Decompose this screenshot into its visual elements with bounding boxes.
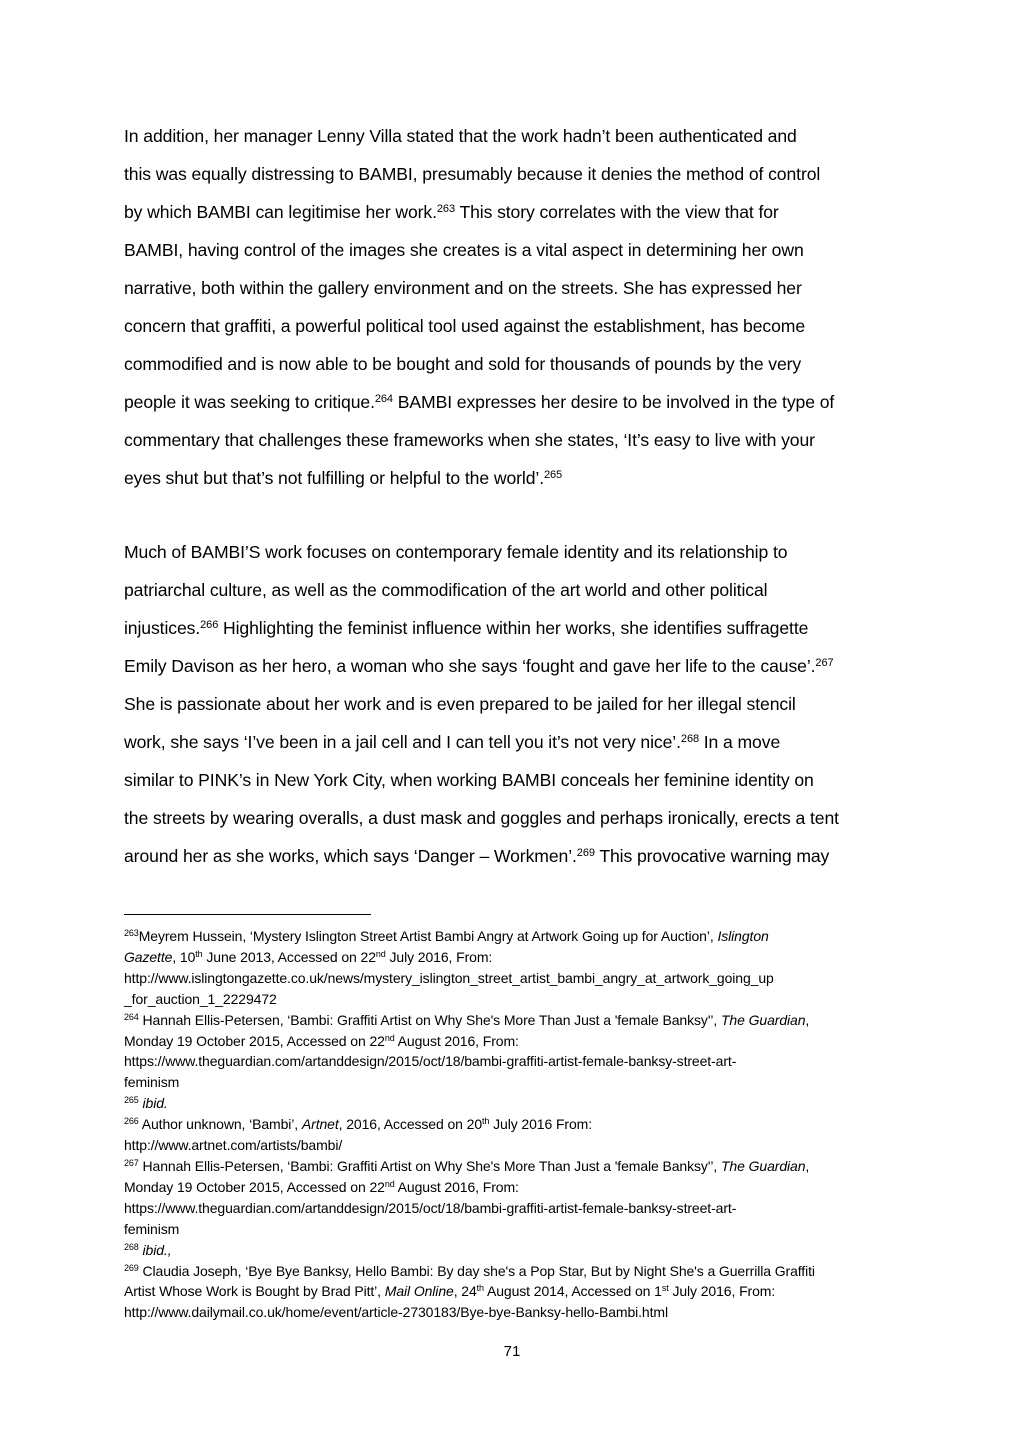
line-text: She is passionate about her work and is even prepared to be jailed for her illegal stencil (124, 694, 796, 714)
text-line (124, 799, 908, 837)
footnote-text: August 2016, From: (394, 1178, 519, 1195)
footnote-text: June 2013, Accessed on 22 (202, 948, 376, 965)
footnote-italic-text: The Guardian (720, 1157, 806, 1174)
footnote-italic-text: Artnet (301, 1116, 339, 1133)
footnote-line (124, 1010, 914, 1031)
footnote-line (124, 1093, 914, 1114)
line-text: work, she says ‘I’ve been in a jail cell and I can tell you it’s not very nice’. (124, 732, 681, 752)
text-line (124, 459, 908, 497)
footnote-text: Monday 19 October 2015, Accessed on 22 (124, 1032, 385, 1049)
line-text: around her as she works, which says ‘Danger – Workmen’. (124, 846, 577, 866)
footnote-line (124, 1031, 914, 1052)
footnote-line (124, 968, 914, 989)
footnote-text: , (805, 1011, 810, 1028)
footnote-superscript: 268 (124, 1241, 139, 1252)
footnote-line (124, 1051, 914, 1072)
text-line (124, 571, 908, 609)
footnote-text: https://www.theguardian.com/artanddesign/2015/oct/18/bambi-graffiti-artist-female-banksy-street-art- (124, 1199, 737, 1216)
footnote-italic-text: ibid., (142, 1241, 172, 1258)
footnote-text: https://www.theguardian.com/artanddesign/2015/oct/18/bambi-graffiti-artist-female-banksy-street-art- (124, 1053, 737, 1070)
footnote-superscript: 266 (124, 1116, 139, 1127)
footnote-superscript: 265 (124, 1095, 139, 1106)
footnote-text: feminism (124, 1074, 180, 1091)
footnote-superscript: 267 (124, 1157, 139, 1168)
footnote-text: Artist Whose Work is Bought by Brad Pitt’, (124, 1283, 385, 1300)
footnote-italic-text: The Guardian (720, 1011, 806, 1028)
line-text: eyes shut but that’s not fulfilling or helpful to the world’. (124, 468, 544, 488)
footnote-reference: 264 (374, 393, 393, 405)
line-text: injustices. (124, 618, 201, 638)
footnote-text: July 2016, From: (668, 1283, 776, 1300)
line-text: Emily Davison as her hero, a woman who she says ‘fought and gave her life to the cause’. (124, 656, 816, 676)
footnote-text: Hannah Ellis-Petersen, ‘Bambi: Graffiti Artist on Why She's More Than Just a 'female Banksy'’, (138, 1011, 721, 1028)
line-text: BAMBI, having control of the images she creates is a vital aspect in determining her own (124, 240, 804, 260)
text-line (124, 269, 908, 307)
line-text: similar to PINK’s in New York City, when working BAMBI conceals her feminine identity on (124, 770, 814, 790)
line-text: commodified and is now able to be bought and sold for thousands of pounds by the very (124, 354, 802, 374)
page-number: 71 (503, 1343, 521, 1360)
footnote-line (124, 1114, 914, 1135)
line-text: In a move (698, 732, 781, 752)
footnote-italic-text: Gazette (124, 948, 173, 965)
footnote-text: , 24 (453, 1283, 477, 1300)
footnote-superscript: nd (375, 948, 386, 959)
text-line (124, 231, 908, 269)
text-line (124, 533, 908, 571)
footnote-superscript: nd (384, 1178, 395, 1189)
paragraph-1 (124, 117, 908, 497)
footnote-line (124, 1219, 914, 1240)
footnote-superscript: th (195, 948, 203, 959)
footnote-superscript: 269 (124, 1262, 139, 1273)
footnote-line (124, 1240, 914, 1261)
text-line (124, 761, 908, 799)
text-line (124, 307, 908, 345)
footnote-superscript: th (476, 1283, 484, 1294)
footnote-text: Author unknown, ‘Bambi’, (138, 1116, 302, 1133)
footnote-line (124, 1177, 914, 1198)
footnote-reference: 269 (576, 847, 595, 859)
line-text: This provocative warning may (594, 846, 830, 866)
footnote-line (124, 1302, 914, 1323)
footnotes (124, 926, 914, 1323)
text-line (124, 647, 908, 685)
footnote-text: Claudia Joseph, ‘Bye Bye Banksy, Hello Bambi: By day she's a Pop Star, But by Night She's a Guerrilla Graffiti (138, 1262, 815, 1279)
footnote-reference: 267 (815, 657, 834, 669)
footnote-line (124, 926, 914, 947)
footnote-line (124, 1261, 914, 1282)
line-text: patriarchal culture, as well as the commodification of the art world and other political (124, 580, 768, 600)
footnote-text: http://www.islingtongazette.co.uk/news/mystery_islington_street_artist_bambi_angry_at_artwork_going_up (124, 969, 774, 986)
footnote-line (124, 947, 914, 968)
footnote-superscript: nd (384, 1032, 395, 1043)
line-text: this was equally distressing to BAMBI, presumably because it denies the method of control (124, 164, 821, 184)
footnote-text: , (805, 1157, 810, 1174)
line-text: This story correlates with the view that for (454, 202, 779, 222)
footnote-text: July 2016 From: (489, 1116, 592, 1133)
line-text: In addition, her manager Lenny Villa stated that the work hadn’t been authenticated and (124, 126, 797, 146)
footnote-text: , 10 (172, 948, 196, 965)
footnote-line (124, 989, 914, 1010)
footnote-line (124, 1156, 914, 1177)
footnote-line (124, 1135, 914, 1156)
footnote-reference: 263 (436, 203, 455, 215)
line-text: people it was seeking to critique. (124, 392, 375, 412)
paragraph-2 (124, 533, 908, 875)
footnote-reference: 266 (200, 619, 219, 631)
footnote-line (124, 1072, 914, 1093)
text-line (124, 345, 908, 383)
text-line (124, 193, 908, 231)
footnote-separator (124, 914, 371, 915)
line-text: concern that graffiti, a powerful political tool used against the establishment, has become (124, 316, 806, 336)
text-line (124, 685, 908, 723)
footnote-text: http://www.artnet.com/artists/bambi/ (124, 1137, 343, 1154)
footnote-superscript: th (482, 1116, 490, 1127)
text-line (124, 723, 908, 761)
line-text: narrative, both within the gallery environment and on the streets. She has expressed her (124, 278, 802, 298)
line-text: Highlighting the feminist influence within her works, she identifies suffragette (218, 618, 809, 638)
footnote-text: , 2016, Accessed on 20 (338, 1116, 483, 1133)
footnote-line (124, 1281, 914, 1302)
line-text: the streets by wearing overalls, a dust mask and goggles and perhaps ironically, erects a tent (124, 808, 839, 828)
footnote-italic-text: Islington (717, 928, 769, 944)
footnote-text: http://www.dailymail.co.uk/home/event/article-2730183/Bye-bye-Banksy-hello-Bambi.html (124, 1304, 668, 1321)
footnote-superscript: 264 (124, 1011, 139, 1022)
footnote-text: August 2016, From: (394, 1032, 519, 1049)
text-line (124, 155, 908, 193)
footnote-text: feminism (124, 1220, 180, 1237)
footnote-superscript: 263 (124, 928, 139, 938)
footnote-text: Monday 19 October 2015, Accessed on 22 (124, 1178, 385, 1195)
text-line (124, 837, 908, 875)
line-text: commentary that challenges these frameworks when she states, ‘It’s easy to live with your (124, 430, 815, 450)
line-text: BAMBI expresses her desire to be involved in the type of (392, 392, 835, 412)
line-text: Much of BAMBI’S work focuses on contemporary female identity and its relationship to (124, 542, 788, 562)
footnote-text: Meyrem Hussein, ‘Mystery Islington Street Artist Bambi Angry at Artwork Going up for Auction’, (138, 928, 718, 944)
footnote-italic-text: Mail Online (384, 1283, 454, 1300)
text-line (124, 421, 908, 459)
footnote-reference: 265 (543, 469, 563, 481)
text-line (124, 609, 908, 647)
footnote-superscript: st (661, 1283, 669, 1294)
footnote-text: August 2014, Accessed on 1 (483, 1283, 662, 1300)
footnote-text: _for_auction_1_2229472 (124, 990, 277, 1007)
footnote-text: July 2016, From: (385, 948, 493, 965)
footnote-text: Hannah Ellis-Petersen, ‘Bambi: Graffiti Artist on Why She's More Than Just a 'female Banksy'’, (138, 1157, 721, 1174)
footnote-line (124, 1198, 914, 1219)
text-line (124, 117, 908, 155)
line-text: by which BAMBI can legitimise her work. (124, 202, 437, 222)
text-line (124, 383, 908, 421)
footnote-reference: 268 (680, 733, 699, 745)
footnote-italic-text: ibid. (142, 1095, 168, 1112)
